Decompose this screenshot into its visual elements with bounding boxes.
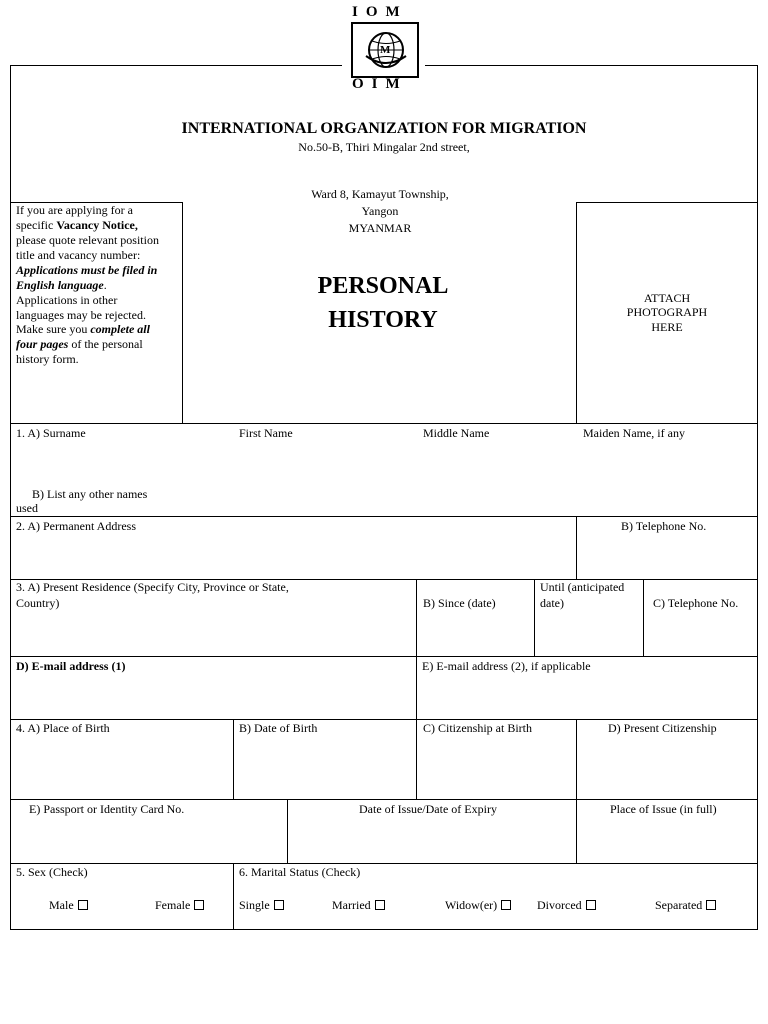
row-divider — [10, 656, 758, 657]
notice-bold-italic-text: four pages — [16, 337, 69, 351]
notice-line: Applications must be filed in — [16, 263, 158, 277]
notice-line: languages may be rejected. — [16, 308, 146, 322]
notice-line: If you are applying for a — [16, 203, 133, 217]
notice-text: . — [103, 278, 107, 292]
other-names-label-cont: used — [16, 501, 38, 515]
iom-logo — [344, 4, 426, 90]
present-citizenship-field[interactable] — [578, 738, 756, 798]
notice-line — [16, 337, 143, 351]
logo-bottom-text: OIM — [352, 76, 408, 92]
sex-label: 5. Sex (Check) — [16, 865, 88, 879]
notice-text: Make sure you — [16, 322, 91, 336]
present-telephone-label: C) Telephone No. — [653, 596, 739, 610]
first-name-label: First Name — [239, 426, 293, 440]
notice-line — [16, 278, 107, 292]
marital-option-single[interactable] — [239, 898, 284, 912]
org-name: INTERNATIONAL ORGANIZATION FOR MIGRATION — [181, 120, 587, 137]
col-divider — [233, 719, 234, 799]
col-divider — [416, 719, 417, 799]
present-residence-field[interactable] — [12, 612, 414, 654]
notice-line: please quote relevant position — [16, 233, 159, 247]
name-field[interactable] — [12, 442, 756, 486]
col-divider — [534, 579, 535, 656]
notice-text: specific — [16, 218, 57, 232]
col-divider — [416, 579, 417, 656]
since-date-field[interactable] — [418, 612, 532, 654]
male-checkbox[interactable] — [78, 900, 88, 910]
sex-option-male[interactable] — [49, 898, 88, 912]
notice-line: title and vacancy number: — [16, 248, 141, 262]
permanent-address-label: 2. A) Permanent Address — [16, 519, 136, 533]
present-telephone-field[interactable] — [645, 612, 756, 654]
married-checkbox[interactable] — [375, 900, 385, 910]
until-date-label: Until (anticipated — [540, 580, 625, 594]
until-date-field[interactable] — [536, 612, 641, 654]
present-residence-label-cont: Country) — [16, 596, 60, 610]
notice-line: history form. — [16, 352, 79, 366]
email-2-field[interactable] — [418, 676, 756, 718]
until-date-label-cont: date) — [540, 596, 564, 610]
frame-top-left — [10, 65, 342, 66]
frame-right — [757, 65, 758, 930]
col-divider — [233, 863, 234, 930]
male-label: Male — [49, 898, 74, 912]
col-divider — [416, 656, 417, 719]
address-line-4: MYANMAR — [348, 221, 412, 235]
row-divider — [10, 799, 758, 800]
divorced-checkbox[interactable] — [586, 900, 596, 910]
widow-label: Widow(er) — [445, 898, 498, 912]
email-1-field[interactable] — [12, 676, 414, 718]
female-label: Female — [155, 898, 191, 912]
separated-label: Separated — [655, 898, 703, 912]
separated-checkbox[interactable] — [706, 900, 716, 910]
form-title-line-2: HISTORY — [328, 307, 438, 333]
notice-line: Applications in other — [16, 293, 118, 307]
form-title-line-1: PERSONAL — [317, 273, 449, 299]
since-date-label: B) Since (date) — [423, 596, 496, 610]
married-label: Married — [332, 898, 371, 912]
place-of-birth-label: 4. A) Place of Birth — [16, 721, 110, 735]
frame-top-right — [425, 65, 758, 66]
issue-expiry-date-label: Date of Issue/Date of Expiry — [359, 802, 497, 816]
email-2-label: E) E-mail address (2), if applicable — [422, 659, 591, 673]
maiden-name-label: Maiden Name, if any — [583, 426, 685, 440]
marital-option-married[interactable] — [332, 898, 385, 912]
photo-label: PHOTOGRAPH — [626, 305, 708, 319]
permanent-address-field[interactable] — [12, 536, 574, 578]
row-divider — [10, 516, 758, 517]
widow-checkbox[interactable] — [501, 900, 511, 910]
date-of-birth-field[interactable] — [235, 738, 414, 798]
marital-status-label: 6. Marital Status (Check) — [239, 865, 361, 879]
passport-field[interactable] — [12, 819, 285, 862]
logo-center-letter: M — [380, 44, 391, 56]
present-citizenship-label: D) Present Citizenship — [608, 721, 717, 735]
place-of-issue-label: Place of Issue (in full) — [610, 802, 717, 816]
citizenship-at-birth-label: C) Citizenship at Birth — [423, 721, 532, 735]
surname-label: 1. A) Surname — [16, 426, 86, 440]
notice-box-right — [182, 202, 183, 424]
notice-text: of the personal — [68, 337, 143, 351]
frame-left — [10, 65, 11, 930]
address-line-2: Ward 8, Kamayut Township, — [311, 187, 449, 201]
single-label: Single — [239, 898, 270, 912]
logo-top-text: IOM — [352, 4, 408, 20]
address-line-3: Yangon — [361, 204, 399, 218]
row-divider — [10, 423, 758, 424]
marital-option-divorced[interactable] — [537, 898, 596, 912]
address-line-1: No.50-B, Thiri Mingalar 2nd street, — [298, 140, 470, 154]
marital-option-separated[interactable] — [655, 898, 716, 912]
middle-name-label: Middle Name — [423, 426, 490, 440]
permanent-telephone-field[interactable] — [578, 536, 756, 578]
notice-bold-text: Vacancy Notice, — [56, 218, 138, 232]
col-divider — [287, 799, 288, 863]
email-1-label: D) E-mail address (1) — [16, 659, 126, 673]
passport-label: E) Passport or Identity Card No. — [29, 802, 185, 816]
present-residence-label: 3. A) Present Residence (Specify City, Province or State, — [16, 580, 289, 594]
sex-option-female[interactable] — [155, 898, 204, 912]
notice-bold-italic-text: English language — [16, 278, 104, 292]
notice-line — [16, 322, 150, 336]
issue-expiry-date-field[interactable] — [289, 819, 574, 862]
photo-label: ATTACH — [643, 291, 691, 305]
single-checkbox[interactable] — [274, 900, 284, 910]
col-divider — [643, 579, 644, 656]
other-names-label: B) List any other names — [32, 487, 148, 501]
photo-box-top — [576, 202, 758, 203]
col-divider — [576, 516, 577, 579]
permanent-telephone-label: B) Telephone No. — [621, 519, 707, 533]
col-divider — [576, 719, 577, 799]
notice-line — [16, 218, 138, 232]
frame-bottom — [10, 929, 758, 930]
row-divider — [10, 719, 758, 720]
row-divider — [10, 863, 758, 864]
notice-bold-italic-text: complete all — [90, 322, 150, 336]
photo-label: HERE — [651, 320, 683, 334]
citizenship-at-birth-field[interactable] — [418, 738, 574, 798]
place-of-issue-field[interactable] — [578, 819, 756, 862]
place-of-birth-field[interactable] — [12, 738, 231, 798]
marital-option-widow[interactable] — [445, 898, 511, 912]
divorced-label: Divorced — [537, 898, 582, 912]
col-divider — [576, 799, 577, 863]
date-of-birth-label: B) Date of Birth — [239, 721, 318, 735]
female-checkbox[interactable] — [194, 900, 204, 910]
